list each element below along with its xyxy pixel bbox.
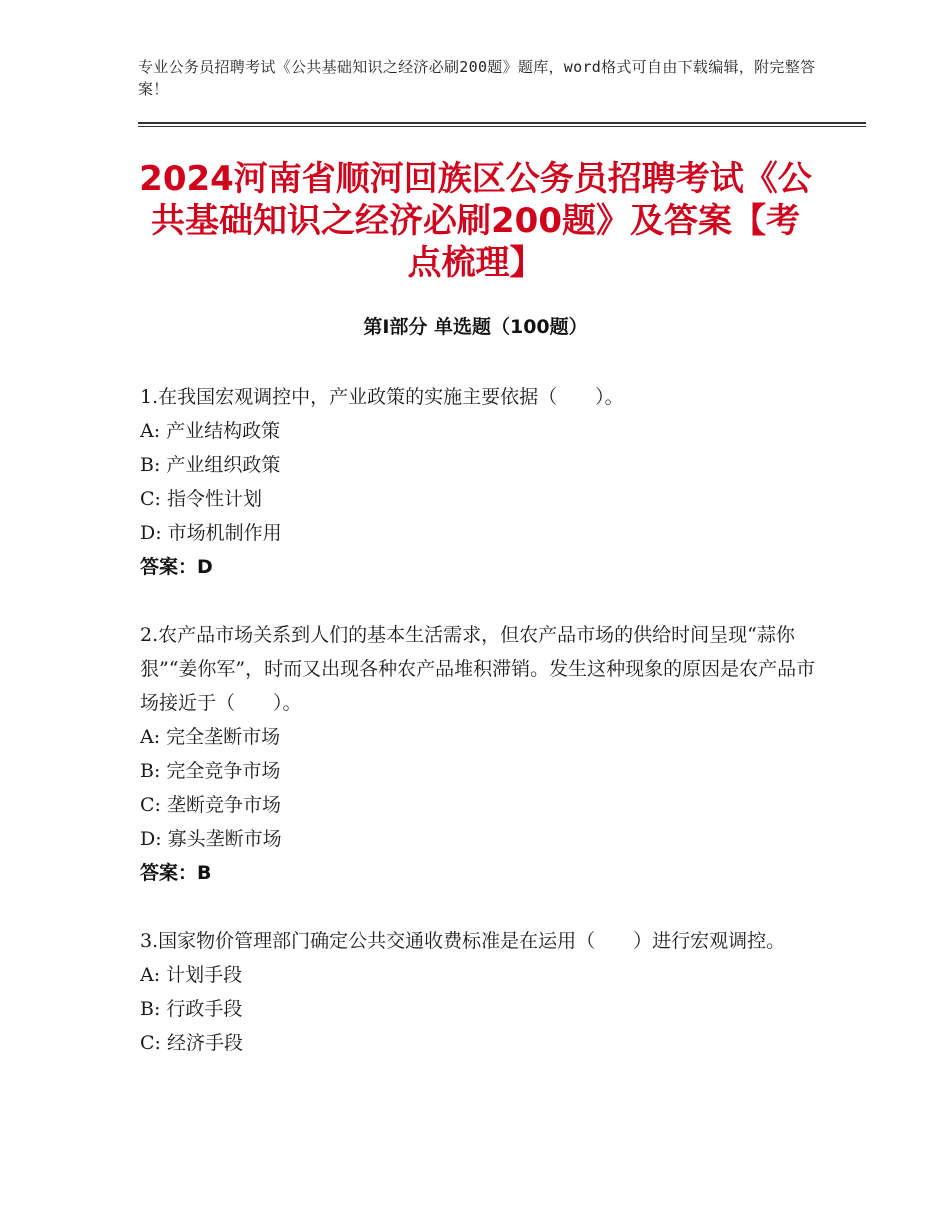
question-stem: 2.农产品市场关系到人们的基本生活需求，但农产品市场的供给时间呈现“蒜你狠”“姜你军”，时而又出现各种农产品堆积滞销。发生这种现象的原因是农产品市场接近于（ ）。	[140, 624, 816, 714]
question-option: A: 产业结构政策	[140, 420, 281, 442]
section-title: 第Ⅰ部分 单选题（100题）	[363, 316, 588, 338]
question-list	[140, 380, 820, 1094]
question-option: B: 产业组织政策	[140, 454, 281, 476]
question-option: D: 寡头垄断市场	[140, 828, 282, 850]
question-item	[140, 924, 820, 1060]
question-stem: 3.国家物价管理部门确定公共交通收费标准是在运用（ ）进行宏观调控。	[140, 930, 786, 952]
question-item	[140, 380, 820, 584]
question-answer: 答案：D	[140, 556, 213, 578]
question-option: C: 垄断竞争市场	[140, 794, 281, 816]
question-option: B: 行政手段	[140, 998, 243, 1020]
header-note: 专业公务员招聘考试《公共基础知识之经济必刷200题》题库，word格式可自由下载编辑，附完整答案！	[138, 58, 816, 98]
question-stem: 1.在我国宏观调控中，产业政策的实施主要依据（ ）。	[140, 386, 624, 408]
question-option: B: 完全竞争市场	[140, 760, 281, 782]
question-answer: 答案：B	[140, 862, 212, 884]
header-divider-thin	[138, 126, 866, 127]
question-option: C: 指令性计划	[140, 488, 262, 510]
question-item	[140, 618, 820, 890]
document-title: 2024河南省顺河回族区公务员招聘考试《公共基础知识之经济必刷200题》及答案【考点梳理】	[139, 159, 812, 283]
question-option: A: 完全垄断市场	[140, 726, 281, 748]
question-option: D: 市场机制作用	[140, 522, 282, 544]
header-divider	[138, 122, 866, 124]
question-option: C: 经济手段	[140, 1032, 243, 1054]
question-option: A: 计划手段	[140, 964, 243, 986]
